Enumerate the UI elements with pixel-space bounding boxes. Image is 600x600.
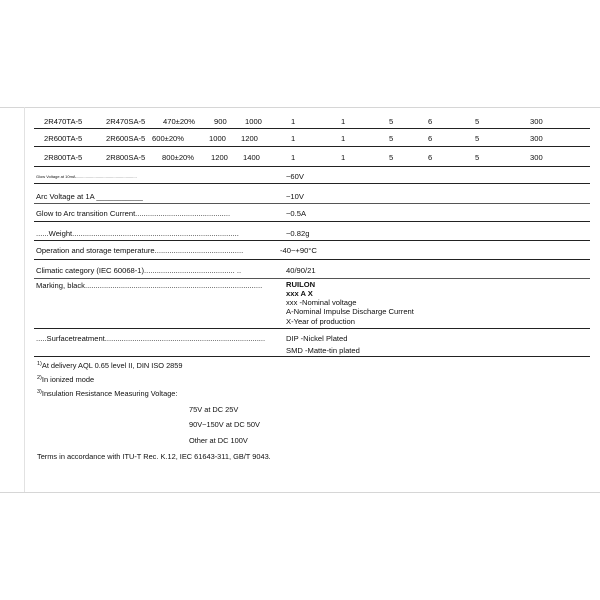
footnote-marker: 3) bbox=[37, 389, 42, 395]
value-col-2: 1 bbox=[341, 153, 346, 162]
table-rule bbox=[34, 240, 590, 241]
ta-part-number: 2R470TA-5 bbox=[44, 117, 83, 126]
table-rule bbox=[34, 278, 590, 279]
footnote-marker: 1) bbox=[37, 361, 42, 367]
product-row bbox=[34, 114, 590, 132]
page-left-edge bbox=[24, 107, 25, 492]
footnote-text: In ionized mode bbox=[41, 375, 95, 384]
value-col-1: 1 bbox=[291, 153, 296, 162]
footnote-3 bbox=[37, 389, 177, 398]
page-bottom-edge bbox=[0, 492, 600, 493]
spec-value: ~0.5A bbox=[286, 209, 307, 218]
table-rule bbox=[34, 259, 590, 260]
footnote-text: Insulation Resistance Measuring Voltage: bbox=[41, 389, 178, 398]
value-col-6: 300 bbox=[530, 117, 543, 126]
measuring-voltage-1: 75V at DC 25V bbox=[189, 405, 239, 414]
table-rule bbox=[34, 183, 590, 184]
table-rule bbox=[34, 356, 590, 357]
value-col-3: 5 bbox=[389, 153, 394, 162]
spec-value: 40/90/21 bbox=[286, 266, 316, 275]
footnote-text: At delivery AQL 0.65 level II, DIN ISO 2859 bbox=[41, 361, 183, 370]
sa-part-number: 2R600SA-5 bbox=[106, 134, 146, 143]
spec-label: Climatic category (IEC 60068-1)........................................... .. bbox=[36, 266, 242, 275]
value-col-5: 5 bbox=[475, 134, 480, 143]
page-top-edge bbox=[0, 107, 600, 108]
footnote-marker: 2) bbox=[37, 375, 42, 381]
marking-year: X-Year of production bbox=[286, 317, 355, 326]
spec-label: Glow Voltage at 10mA....................................................... bbox=[36, 174, 137, 179]
impulse-voltage-2: 1200 bbox=[241, 134, 258, 143]
footnote-2 bbox=[37, 375, 94, 384]
value-col-6: 300 bbox=[530, 134, 543, 143]
value-col-5: 5 bbox=[475, 117, 480, 126]
ta-part-number: 2R800TA-5 bbox=[44, 153, 83, 162]
measuring-voltage-2: 90V~150V at DC 50V bbox=[189, 420, 260, 429]
spec-label: Glow to Arc transition Current............................................. bbox=[36, 209, 231, 218]
table-rule bbox=[34, 166, 590, 167]
value-col-1: 1 bbox=[291, 134, 296, 143]
spec-label: Operation and storage temperature.......................................... bbox=[36, 246, 244, 255]
spec-label: Marking, black.................................................................................... bbox=[36, 281, 263, 290]
impulse-voltage-1: 900 bbox=[214, 117, 227, 126]
spec-row-surface-treatment bbox=[34, 331, 590, 357]
marking-code: xxx A X bbox=[286, 289, 313, 298]
impulse-voltage-1: 1200 bbox=[211, 153, 228, 162]
spec-label: Arc Voltage at 1A ___________ bbox=[36, 192, 143, 201]
ta-part-number: 2R600TA-5 bbox=[44, 134, 83, 143]
spec-label: ......Weight............................................................................... bbox=[36, 229, 239, 238]
sa-part-number: 2R470SA-5 bbox=[106, 117, 146, 126]
spec-value: -40~+90°C bbox=[280, 246, 317, 255]
value-col-3: 5 bbox=[389, 134, 394, 143]
marking-discharge-current: A-Nominal Impulse Discharge Current bbox=[286, 307, 414, 316]
value-col-4: 6 bbox=[428, 134, 433, 143]
value-col-2: 1 bbox=[341, 134, 346, 143]
value-col-4: 6 bbox=[428, 153, 433, 162]
spec-value: ~10V bbox=[286, 192, 304, 201]
surface-dip: DIP -Nickel Plated bbox=[286, 334, 348, 343]
spec-value: ~0.82g bbox=[286, 229, 310, 238]
table-rule bbox=[34, 128, 590, 129]
brand-name: RUILON bbox=[286, 280, 316, 289]
marking-nominal-voltage: xxx -Nominal voltage bbox=[286, 298, 357, 307]
value-col-3: 5 bbox=[389, 117, 394, 126]
table-rule bbox=[34, 328, 590, 329]
table-rule bbox=[34, 146, 590, 147]
value-col-5: 5 bbox=[475, 153, 480, 162]
dc-spark-voltage: 800±20% bbox=[162, 153, 195, 162]
table-rule bbox=[34, 221, 590, 222]
measuring-voltage-3: Other at DC 100V bbox=[189, 436, 248, 445]
value-col-6: 300 bbox=[530, 153, 543, 162]
spec-row-marking bbox=[34, 280, 590, 330]
dc-spark-voltage: 600±20% bbox=[152, 134, 185, 143]
spec-value: ~60V bbox=[286, 172, 304, 181]
value-col-1: 1 bbox=[291, 117, 296, 126]
dc-spark-voltage: 470±20% bbox=[163, 117, 196, 126]
impulse-voltage-2: 1400 bbox=[243, 153, 260, 162]
terms-text: Terms in accordance with ITU-T Rec. K.12, IEC 61643-311, GB/T 9043. bbox=[37, 452, 271, 461]
impulse-voltage-2: 1000 bbox=[245, 117, 262, 126]
table-rule bbox=[34, 203, 590, 204]
value-col-4: 6 bbox=[428, 117, 433, 126]
footnote-1 bbox=[37, 361, 183, 370]
impulse-voltage-1: 1000 bbox=[209, 134, 226, 143]
spec-label: .....Surfacetreatment............................................................................ bbox=[36, 334, 266, 343]
surface-smd: SMD -Matte-tin plated bbox=[286, 346, 360, 355]
value-col-2: 1 bbox=[341, 117, 346, 126]
sa-part-number: 2R800SA-5 bbox=[106, 153, 146, 162]
